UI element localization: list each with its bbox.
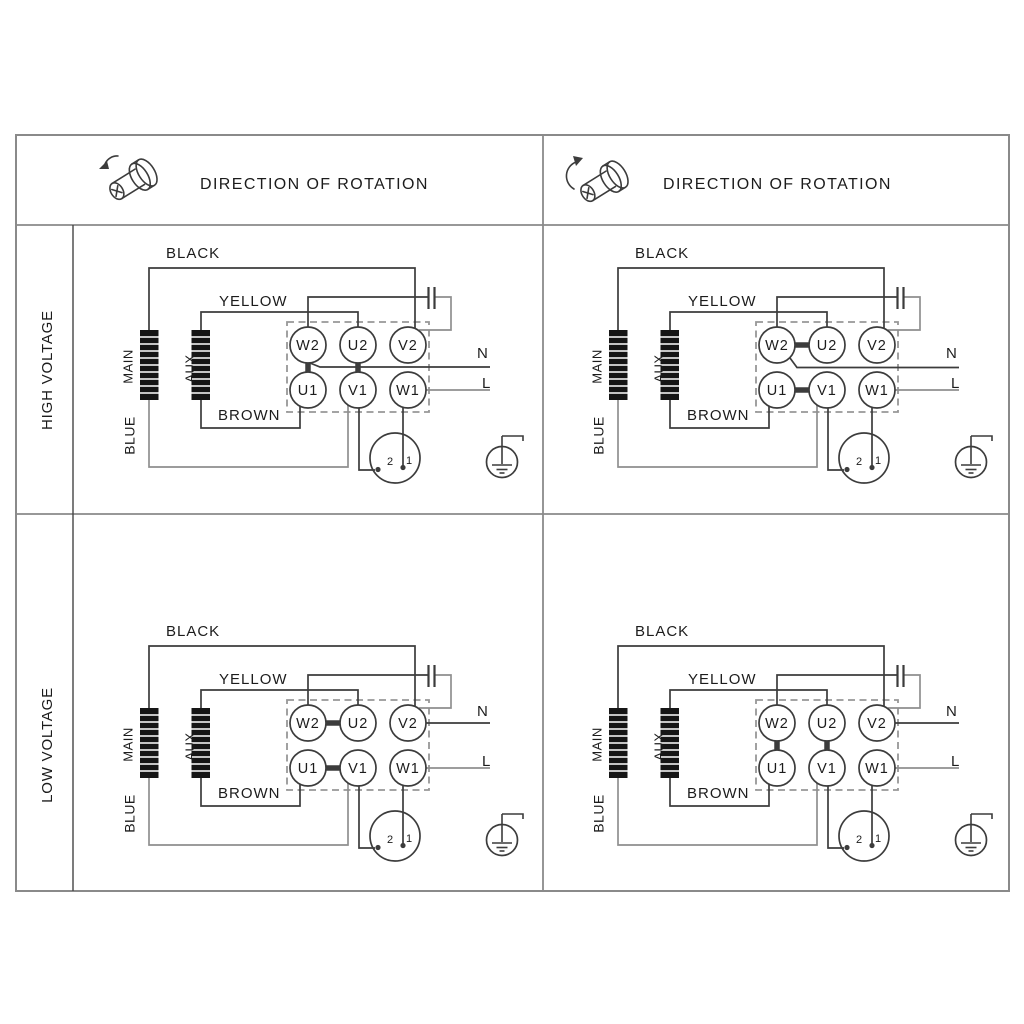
terminal-v1: V1 [817, 383, 837, 399]
terminal-v1: V1 [817, 761, 837, 777]
terminal-u2: U2 [816, 338, 838, 354]
terminal-v1: V1 [348, 383, 368, 399]
winding-label-main: MAIN [120, 727, 136, 762]
wire-label-black: BLACK [635, 623, 690, 640]
winding-label-main: MAIN [589, 727, 605, 762]
wire-label-blue: BLUE [590, 416, 607, 455]
wire-label-brown: BROWN [218, 785, 281, 802]
wire-label-yellow: YELLOW [688, 293, 757, 310]
protector-terminal-2-dot [375, 845, 380, 850]
line-terminal-label: L [951, 753, 961, 770]
winding-label-aux: AUX [651, 732, 667, 761]
terminal-u2: U2 [347, 338, 369, 354]
v1-protector-lead [828, 786, 844, 848]
terminal-u2: U2 [347, 716, 369, 732]
protector-terminal-2-label: 2 [855, 834, 863, 846]
yellow-wire [670, 312, 827, 330]
wire-label-brown: BROWN [687, 785, 750, 802]
terminal-w1: W1 [865, 383, 889, 399]
protector-terminal-1-label: 1 [405, 455, 413, 467]
line-terminal-label: L [482, 753, 492, 770]
wire-label-blue: BLUE [121, 416, 138, 455]
protector-terminal-2-label: 2 [386, 456, 394, 468]
terminal-v2: V2 [398, 716, 418, 732]
terminal-w2: W2 [296, 716, 320, 732]
protector-terminal-2-dot [844, 845, 849, 850]
wire-label-brown: BROWN [687, 407, 750, 424]
thermal-protector-icon [839, 811, 889, 861]
neutral-terminal-label: N [477, 703, 489, 720]
wiring-schematic [469, 375, 1024, 898]
terminal-u1: U1 [297, 383, 319, 399]
wire-label-blue: BLUE [590, 794, 607, 833]
terminal-w1: W1 [865, 761, 889, 777]
protector-terminal-1-label: 1 [405, 833, 413, 845]
wire-label-brown: BROWN [218, 407, 281, 424]
terminal-w1: W1 [396, 761, 420, 777]
wire-label-yellow: YELLOW [219, 293, 288, 310]
yellow-wire [670, 690, 827, 708]
protector-terminal-1-label: 1 [874, 833, 882, 845]
winding-label-aux: AUX [182, 732, 198, 761]
neutral-terminal-label: N [946, 345, 958, 362]
wire-label-black: BLACK [166, 623, 221, 640]
terminal-u1: U1 [766, 383, 788, 399]
winding-label-main: MAIN [589, 349, 605, 384]
neutral-wire [310, 363, 490, 367]
terminal-w2: W2 [765, 338, 789, 354]
terminal-v1: V1 [348, 761, 368, 777]
protector-terminal-2-label: 2 [855, 456, 863, 468]
protector-terminal-1-dot [869, 843, 874, 848]
row-label-low-voltage: LOW VOLTAGE [39, 687, 56, 803]
terminal-u2: U2 [816, 716, 838, 732]
neutral-terminal-label: N [946, 703, 958, 720]
protector-terminal-1-label: 1 [874, 455, 882, 467]
winding-label-main: MAIN [120, 349, 136, 384]
wire-label-black: BLACK [166, 245, 221, 262]
header-title-left: DIRECTION OF ROTATION [200, 176, 429, 193]
neutral-terminal-label: N [477, 345, 489, 362]
terminal-u1: U1 [766, 761, 788, 777]
protector-terminal-1-dot [400, 843, 405, 848]
terminal-u1: U1 [297, 761, 319, 777]
yellow-wire [201, 312, 358, 330]
v1-protector-lead [359, 786, 375, 848]
ground-wire [971, 814, 992, 819]
winding-label-aux: AUX [182, 354, 198, 383]
terminal-v2: V2 [867, 716, 887, 732]
terminal-w2: W2 [765, 716, 789, 732]
terminal-v2: V2 [398, 338, 418, 354]
wire-label-yellow: YELLOW [219, 671, 288, 688]
terminal-v2: V2 [867, 338, 887, 354]
winding-label-aux: AUX [651, 354, 667, 383]
line-terminal-label: L [482, 375, 492, 392]
terminal-w2: W2 [296, 338, 320, 354]
terminal-w1: W1 [396, 383, 420, 399]
header-title-right: DIRECTION OF ROTATION [663, 176, 892, 193]
wire-label-blue: BLUE [121, 794, 138, 833]
line-terminal-label: L [951, 375, 961, 392]
yellow-wire [201, 690, 358, 708]
wire-label-yellow: YELLOW [688, 671, 757, 688]
row-label-high-voltage: HIGH VOLTAGE [39, 310, 56, 430]
wire-label-black: BLACK [635, 245, 690, 262]
protector-terminal-2-label: 2 [386, 834, 394, 846]
quadrant-low-voltage-rotation-right [469, 375, 1024, 898]
thermal-protector-icon [370, 811, 420, 861]
